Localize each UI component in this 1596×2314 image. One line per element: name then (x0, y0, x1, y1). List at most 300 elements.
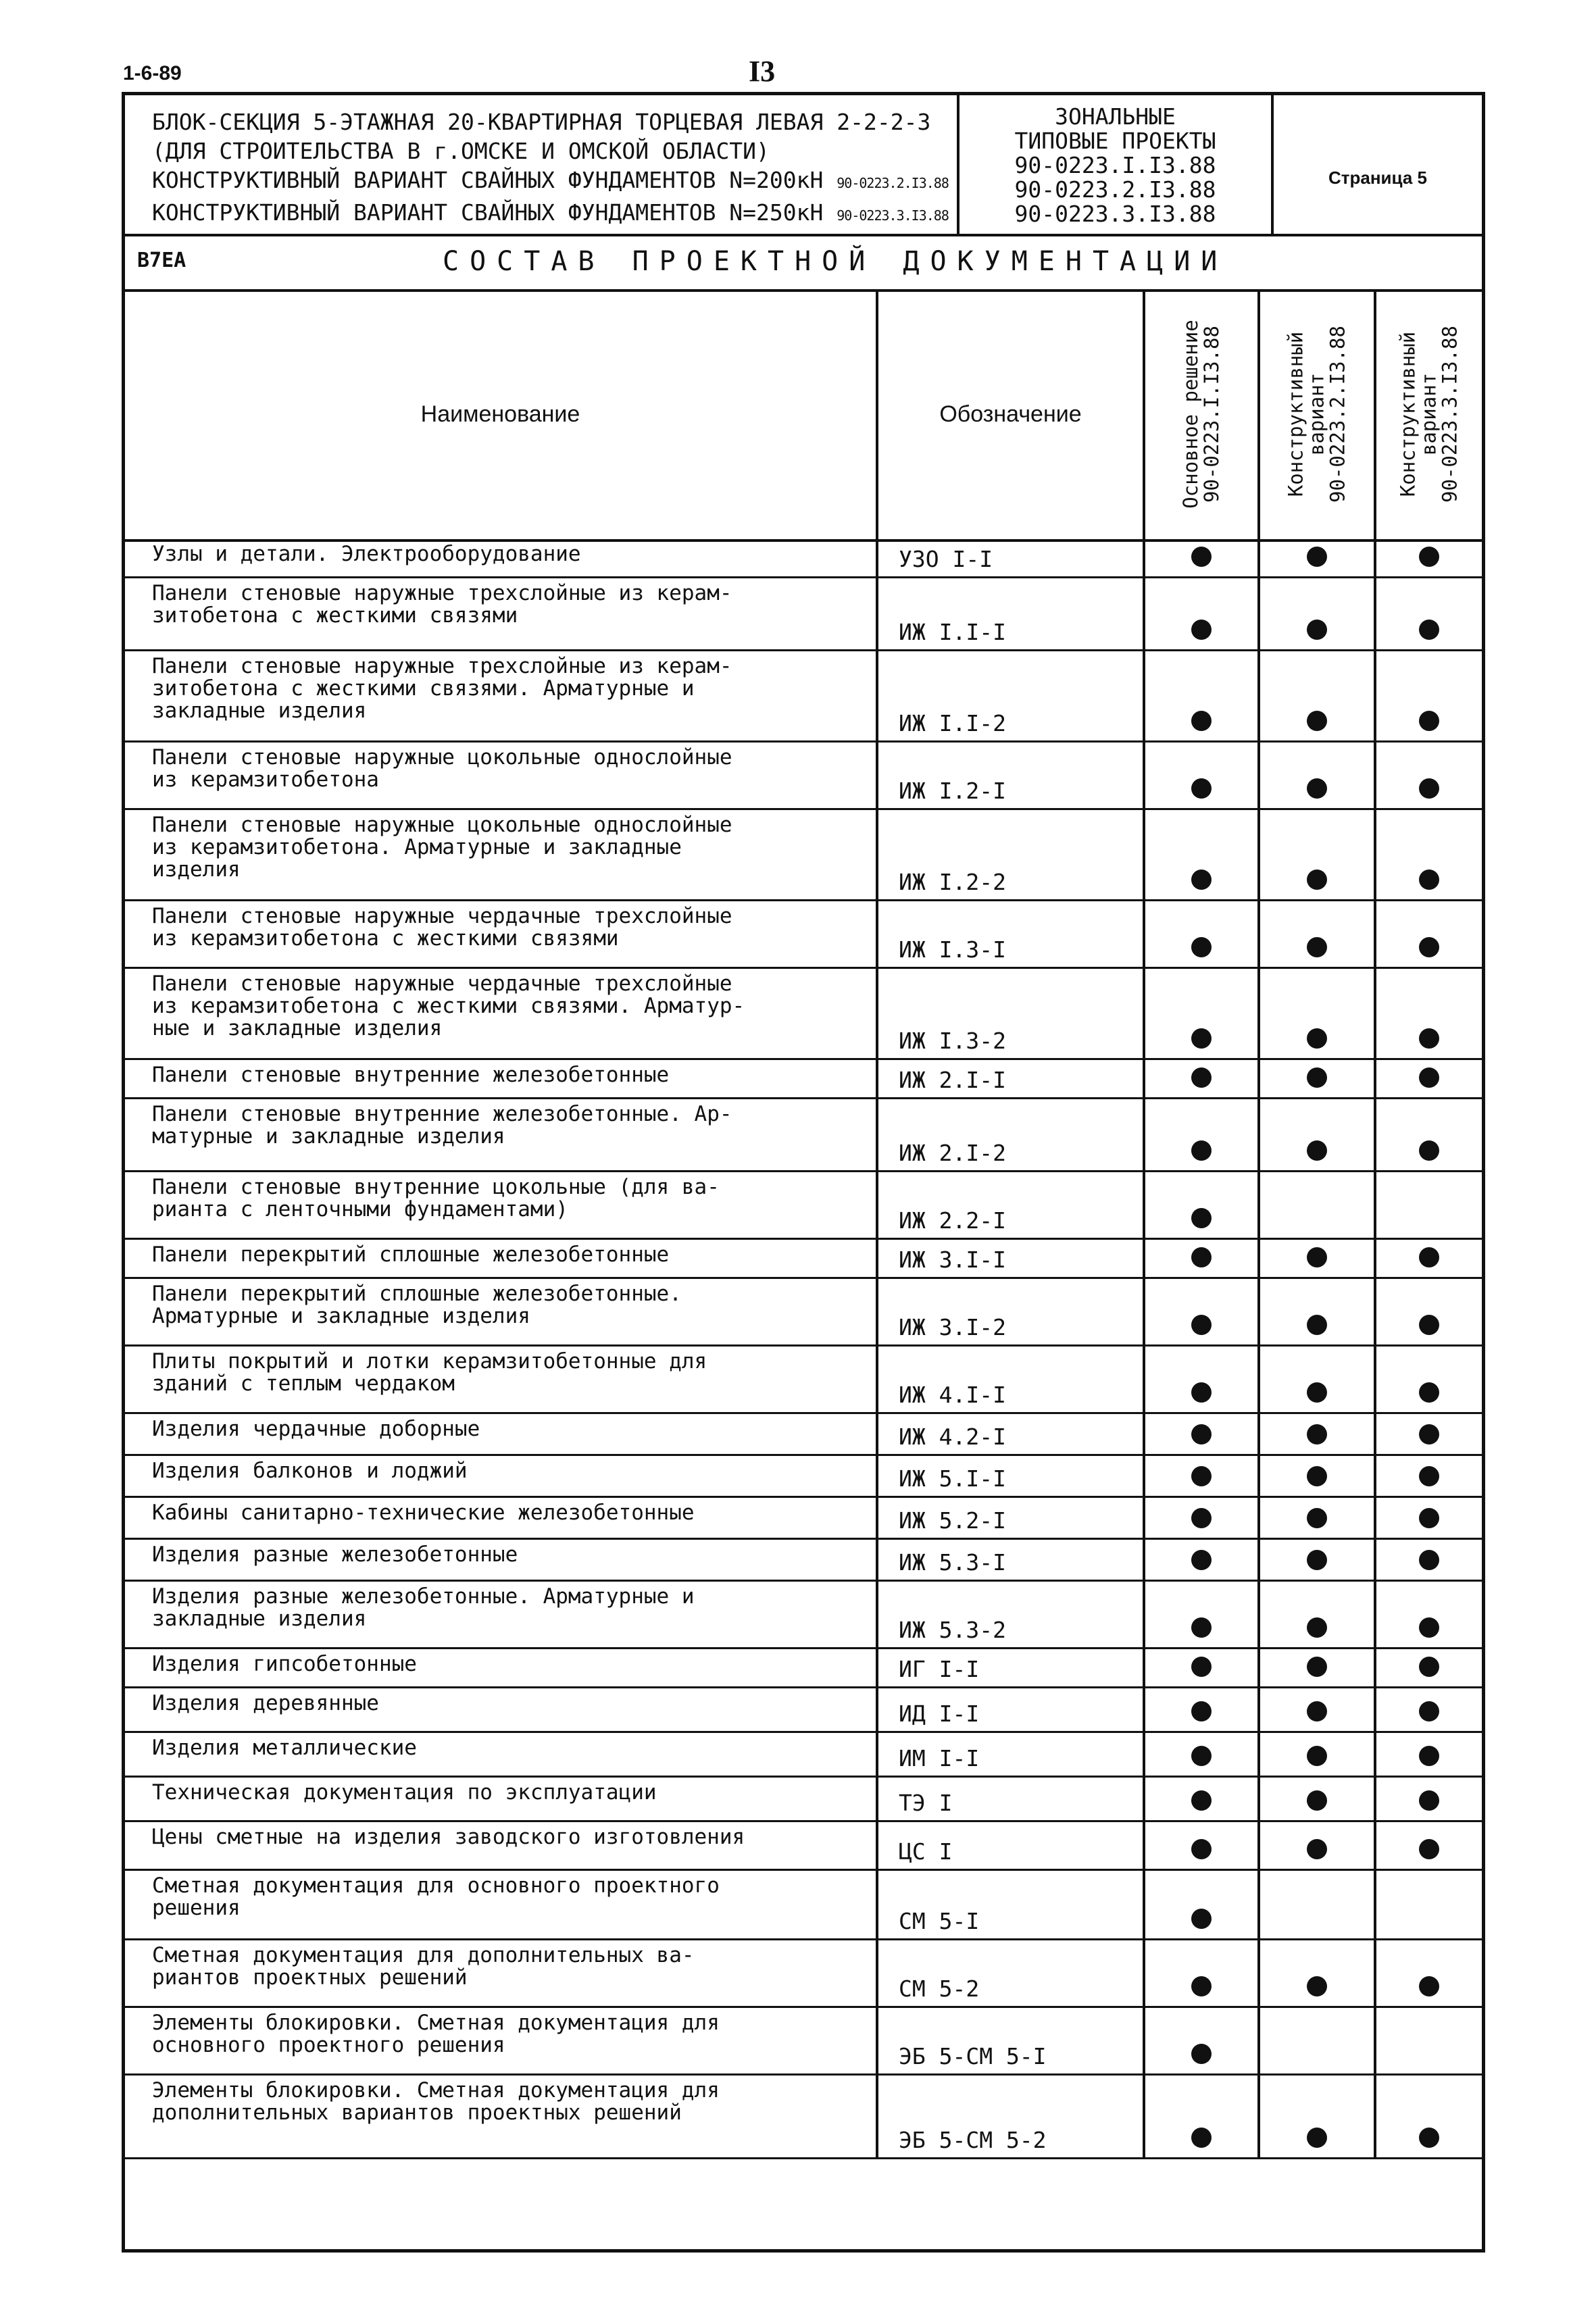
row-name-line: Панели стеновые наружные трехслойные из керам- (152, 654, 732, 678)
row-name (125, 810, 878, 899)
included-mark-icon (1307, 711, 1327, 731)
row-name-line: Узлы и детали. Электрооборудование (152, 542, 581, 566)
included-mark-icon (1419, 1839, 1439, 1859)
row-code: УЗО I-I (878, 539, 1145, 576)
page-number: I3 (749, 55, 776, 88)
row-code: ИЖ 5.3-I (878, 1540, 1145, 1580)
row-name (125, 1414, 878, 1454)
table-row (125, 539, 1482, 578)
variant-3-cell (1376, 2008, 1482, 2073)
row-name-line: дополнительных вариантов проектных решений (152, 2101, 682, 2125)
included-mark-icon (1307, 1617, 1327, 1638)
variant-3-cell (1376, 539, 1482, 576)
included-mark-icon (1191, 1028, 1212, 1049)
row-name-line: Панели стеновые наружные чердачные трехслойные (152, 972, 732, 996)
row-name-line: изделия (152, 857, 241, 882)
variant-3-cell (1376, 1822, 1482, 1869)
included-mark-icon (1191, 2044, 1212, 2064)
row-name-line: Арматурные и закладные изделия (152, 1304, 530, 1328)
variant-2-cell (1260, 651, 1376, 740)
table-row (125, 1778, 1482, 1822)
row-name (125, 1060, 878, 1097)
variant-1-cell (1145, 1240, 1260, 1277)
included-mark-icon (1419, 1424, 1439, 1444)
variant-1-cell (1145, 1347, 1260, 1412)
row-code: СМ 5-I (878, 1871, 1145, 1938)
variant-2-cell (1260, 1240, 1376, 1277)
row-name-line: Панели стеновые наружные чердачные трехслойные (152, 904, 732, 928)
variant-1-cell (1145, 2008, 1260, 2073)
included-mark-icon (1419, 870, 1439, 890)
included-mark-icon (1419, 778, 1439, 799)
variant-3-cell (1376, 901, 1482, 967)
included-mark-icon (1419, 620, 1439, 640)
table-row (125, 1822, 1482, 1871)
column-header-variant-1: Основное решение 90-0223.I.I3.88 (1145, 289, 1260, 539)
included-mark-icon (1419, 1746, 1439, 1766)
included-mark-icon (1307, 778, 1327, 799)
included-mark-icon (1191, 1617, 1212, 1638)
variant-3-cell (1376, 1099, 1482, 1170)
row-name (125, 578, 878, 649)
variant-2-cell (1260, 578, 1376, 649)
table-row (125, 1688, 1482, 1733)
row-code: ЦС I (878, 1822, 1145, 1869)
table-row (125, 1279, 1482, 1347)
included-mark-icon (1307, 1382, 1327, 1403)
table-row (125, 1240, 1482, 1279)
variant-3-cell (1376, 743, 1482, 808)
variant-1-cell (1145, 578, 1260, 649)
row-code: ИЖ 2.I-I (878, 1060, 1145, 1097)
included-mark-icon (1419, 711, 1439, 731)
included-mark-icon (1307, 1550, 1327, 1570)
included-mark-icon (1307, 2128, 1327, 2148)
header-mid-line-5: 90-0223.3.I3.88 (1014, 201, 1216, 227)
row-name (125, 1240, 878, 1277)
row-name-line: Панели перекрытий сплошные железобетонные. (152, 1282, 682, 1306)
row-name-line: Изделия разные железобетонные. Арматурные и (152, 1584, 695, 1609)
included-mark-icon (1307, 1424, 1327, 1444)
variant-2-cell (1260, 2008, 1376, 2073)
variant-2-cell (1260, 1871, 1376, 1938)
table-row (125, 651, 1482, 743)
header-line-1: БЛОК-СЕКЦИЯ 5-ЭТАЖНАЯ 20-КВАРТИРНАЯ ТОРЦЕВАЯ ЛЕВАЯ 2-2-2-3 (152, 109, 931, 135)
table-row (125, 1733, 1482, 1778)
row-name (125, 1498, 878, 1538)
row-name-line: зитобетона с жесткими связями (152, 603, 518, 628)
row-code: ИЖ I.3-2 (878, 969, 1145, 1058)
included-mark-icon (1191, 1140, 1212, 1161)
row-name-line: закладные изделия (152, 699, 367, 723)
variant-2-cell (1260, 1456, 1376, 1496)
variant-1-cell (1145, 1733, 1260, 1776)
included-mark-icon (1419, 2128, 1439, 2148)
header-project-description (125, 95, 959, 234)
variant-2-cell (1260, 901, 1376, 967)
variant-2-cell (1260, 2076, 1376, 2157)
variant-2-cell (1260, 1279, 1376, 1344)
table-row (125, 969, 1482, 1060)
variant-2-cell (1260, 1060, 1376, 1097)
row-code: ИЖ 2.2-I (878, 1172, 1145, 1238)
row-name-line: Изделия гипсобетонные (152, 1652, 417, 1676)
row-name-line: Кабины санитарно-технические железобетонные (152, 1501, 695, 1525)
row-name-line: Изделия металлические (152, 1736, 417, 1760)
included-mark-icon (1419, 1067, 1439, 1088)
variant-3-cell (1376, 1172, 1482, 1238)
row-code: ИЖ I.I-2 (878, 651, 1145, 740)
variant-2-cell (1260, 1582, 1376, 1647)
variant-3-cell (1376, 1498, 1482, 1538)
variant-1-cell (1145, 1456, 1260, 1496)
variant-2-cell (1260, 1778, 1376, 1820)
header-line-4: КОНСТРУКТИВНЫЙ ВАРИАНТ СВАЙНЫХ ФУНДАМЕНТОВ N=250кН 90-0223.3.I3.88 (152, 199, 949, 226)
table-row (125, 2008, 1482, 2076)
table-row (125, 1540, 1482, 1582)
row-name-line: Изделия чердачные доборные (152, 1417, 480, 1441)
variant-2-cell (1260, 1347, 1376, 1412)
included-mark-icon (1191, 1657, 1212, 1677)
row-name (125, 901, 878, 967)
included-mark-icon (1419, 1701, 1439, 1721)
variant-1-cell (1145, 539, 1260, 576)
included-mark-icon (1307, 547, 1327, 567)
row-name (125, 539, 878, 576)
header-mid-line-1: ЗОНАЛЬНЫЕ (1055, 103, 1176, 130)
included-mark-icon (1191, 1790, 1212, 1811)
variant-2-cell (1260, 1540, 1376, 1580)
row-name (125, 1099, 878, 1170)
variant-3-cell (1376, 651, 1482, 740)
row-name-line: Панели стеновые внутренние цокольные (для ва- (152, 1175, 720, 1199)
included-mark-icon (1419, 1790, 1439, 1811)
included-mark-icon (1307, 1839, 1327, 1859)
table-row (125, 1172, 1482, 1240)
variant-3-cell (1376, 1733, 1482, 1776)
table-row (125, 1498, 1482, 1540)
row-name-line: матурные и закладные изделия (152, 1124, 505, 1149)
included-mark-icon (1419, 1382, 1439, 1403)
variant-3-cell (1376, 2076, 1482, 2157)
row-name (125, 1733, 878, 1776)
included-mark-icon (1419, 1466, 1439, 1486)
row-name-line: Панели стеновые внутренние железобетонные (152, 1063, 670, 1087)
table-body (125, 539, 1482, 2159)
variant-2-cell (1260, 1172, 1376, 1238)
variant-3-cell (1376, 1688, 1482, 1731)
column-header-variant-3: Конструктивный вариант 90-0223.3.I3.88 (1396, 326, 1462, 503)
variant-3-cell (1376, 1940, 1482, 2006)
table-row (125, 1456, 1482, 1498)
variant-3-cell (1376, 1060, 1482, 1097)
table-row (125, 1414, 1482, 1456)
variant-1-cell (1145, 1940, 1260, 2006)
included-mark-icon (1419, 547, 1439, 567)
row-code: ИГ I-I (878, 1649, 1145, 1686)
row-code: ИЖ I.2-I (878, 743, 1145, 808)
included-mark-icon (1191, 870, 1212, 890)
table-row (125, 1940, 1482, 2008)
variant-1-cell (1145, 743, 1260, 808)
variant-3-cell (1376, 578, 1482, 649)
variant-2-cell (1260, 743, 1376, 808)
included-mark-icon (1191, 1382, 1212, 1403)
row-name (125, 1688, 878, 1731)
column-header-code: Обозначение (878, 289, 1145, 539)
row-code: ИЖ 5.I-I (878, 1456, 1145, 1496)
row-name-line: Изделия балконов и лоджий (152, 1459, 468, 1483)
included-mark-icon (1307, 1247, 1327, 1267)
row-name-line: Элементы блокировки. Сметная документация для (152, 2011, 720, 2035)
included-mark-icon (1307, 1701, 1327, 1721)
row-name-line: Панели стеновые внутренние железобетонные. Ар- (152, 1102, 732, 1126)
included-mark-icon (1419, 1550, 1439, 1570)
variant-2-cell (1260, 1940, 1376, 2006)
variant-1-cell (1145, 810, 1260, 899)
row-code: ИЖ I.I-I (878, 578, 1145, 649)
row-name (125, 1347, 878, 1412)
row-name (125, 1582, 878, 1647)
row-name (125, 1649, 878, 1686)
row-name-line: Изделия деревянные (152, 1691, 379, 1715)
row-name-line: ные и закладные изделия (152, 1016, 443, 1040)
row-name (125, 969, 878, 1058)
row-name-line: Техническая документация по эксплуатации (152, 1780, 657, 1805)
variant-2-cell (1260, 1099, 1376, 1170)
row-code: СМ 5-2 (878, 1940, 1145, 2006)
variant-1-cell (1145, 2076, 1260, 2157)
table-row (125, 1060, 1482, 1099)
row-name-line: основного проектного решения (152, 2033, 505, 2057)
header-mid-line-2: ТИПОВЫЕ ПРОЕКТЫ (1014, 128, 1216, 154)
variant-2-cell (1260, 1414, 1376, 1454)
row-name (125, 1456, 878, 1496)
included-mark-icon (1419, 937, 1439, 957)
variant-1-cell (1145, 1871, 1260, 1938)
row-code: ИЖ I.3-I (878, 901, 1145, 967)
row-code: ИЖ 4.I-I (878, 1347, 1145, 1412)
included-mark-icon (1191, 1839, 1212, 1859)
row-code: ИЖ 3.I-I (878, 1240, 1145, 1277)
table-row (125, 1347, 1482, 1414)
included-mark-icon (1419, 1617, 1439, 1638)
table-row (125, 2076, 1482, 2159)
variant-3-cell (1376, 1240, 1482, 1277)
variant-1-cell (1145, 1279, 1260, 1344)
row-code: ЭБ 5-СМ 5-2 (878, 2076, 1145, 2157)
row-name-line: рианта с ленточными фундаментами) (152, 1197, 568, 1222)
title-code: В7ЕА (137, 249, 186, 272)
included-mark-icon (1307, 937, 1327, 957)
variant-1-cell (1145, 1414, 1260, 1454)
variant-3-cell (1376, 1582, 1482, 1647)
table-row (125, 578, 1482, 651)
row-name (125, 2076, 878, 2157)
variant-2-cell (1260, 810, 1376, 899)
header-mid-line-3: 90-0223.I.I3.88 (1014, 152, 1216, 178)
row-name-line: из керамзитобетона с жесткими связями (152, 926, 619, 951)
row-name-line: Панели стеновые наружные трехслойные из керам- (152, 581, 732, 605)
variant-3-cell (1376, 1649, 1482, 1686)
variant-1-cell (1145, 651, 1260, 740)
variant-1-cell (1145, 1688, 1260, 1731)
row-name-line: Цены сметные на изделия заводского изготовления (152, 1825, 745, 1849)
included-mark-icon (1307, 1067, 1327, 1088)
variant-3-cell (1376, 1279, 1482, 1344)
document-frame (122, 92, 1485, 2253)
row-name-line: Плиты покрытий и лотки керамзитобетонные для (152, 1349, 707, 1374)
variant-1-cell (1145, 1540, 1260, 1580)
row-name (125, 1172, 878, 1238)
column-header-name: Наименование (125, 289, 878, 539)
row-name-line: закладные изделия (152, 1607, 367, 1631)
variant-3-cell (1376, 1414, 1482, 1454)
table-row (125, 1871, 1482, 1940)
variant-1-cell (1145, 1649, 1260, 1686)
variant-3-cell (1376, 1871, 1482, 1938)
variant-2-cell (1260, 1649, 1376, 1686)
variant-1-cell (1145, 1172, 1260, 1238)
row-name-line: Панели перекрытий сплошные железобетонные (152, 1242, 670, 1267)
included-mark-icon (1191, 1746, 1212, 1766)
included-mark-icon (1419, 1657, 1439, 1677)
row-code: ИМ I-I (878, 1733, 1145, 1776)
included-mark-icon (1191, 1247, 1212, 1267)
header-project-codes (959, 95, 1274, 234)
header-line-4-code: 90-0223.3.I3.88 (837, 207, 949, 224)
table-row (125, 901, 1482, 969)
row-name-line: Панели стеновые наружные цокольные однослойные (152, 745, 732, 770)
variant-2-cell (1260, 539, 1376, 576)
row-name-line: риантов проектных решений (152, 1965, 468, 1990)
included-mark-icon (1191, 547, 1212, 567)
row-name-line: Панели стеновые наружные цокольные однослойные (152, 813, 732, 837)
row-name-line: зданий с теплым чердаком (152, 1372, 455, 1396)
row-name-line: зитобетона с жесткими связями. Арматурные и (152, 676, 695, 701)
variant-2-cell (1260, 1733, 1376, 1776)
included-mark-icon (1307, 620, 1327, 640)
included-mark-icon (1191, 1208, 1212, 1228)
included-mark-icon (1191, 1909, 1212, 1929)
included-mark-icon (1191, 1550, 1212, 1570)
page-title: СОСТАВ ПРОЕКТНОЙ ДОКУМЕНТАЦИИ (443, 246, 1228, 277)
row-name (125, 1540, 878, 1580)
variant-1-cell (1145, 1582, 1260, 1647)
included-mark-icon (1191, 1067, 1212, 1088)
included-mark-icon (1191, 778, 1212, 799)
variant-3-cell (1376, 1347, 1482, 1412)
row-code: ИЖ 5.3-2 (878, 1582, 1145, 1647)
included-mark-icon (1191, 1315, 1212, 1335)
included-mark-icon (1307, 1976, 1327, 1996)
header-block (125, 95, 1482, 236)
row-code: ИЖ 2.I-2 (878, 1099, 1145, 1170)
included-mark-icon (1191, 1508, 1212, 1528)
row-name-line: Изделия разные железобетонные (152, 1542, 518, 1567)
row-code: ИЖ 5.2-I (878, 1498, 1145, 1538)
variant-3-cell (1376, 810, 1482, 899)
included-mark-icon (1307, 1508, 1327, 1528)
included-mark-icon (1307, 870, 1327, 890)
header-line-3-code: 90-0223.2.I3.88 (837, 175, 949, 191)
variant-1-cell (1145, 1099, 1260, 1170)
table-header (125, 289, 1482, 542)
row-code: ИЖ I.2-2 (878, 810, 1145, 899)
row-name (125, 1279, 878, 1344)
row-name-line: из керамзитобетона (152, 768, 379, 792)
row-name-line: решения (152, 1896, 241, 1920)
row-code: ИЖ 3.I-2 (878, 1279, 1145, 1344)
row-name (125, 1778, 878, 1820)
included-mark-icon (1191, 620, 1212, 640)
variant-2-cell (1260, 1822, 1376, 1869)
table-row (125, 1649, 1482, 1688)
row-code: ТЭ I (878, 1778, 1145, 1820)
row-name-line: Сметная документация для дополнительных ва- (152, 1943, 695, 1967)
table-row (125, 1099, 1482, 1172)
variant-2-cell (1260, 1688, 1376, 1731)
row-name (125, 1940, 878, 2006)
sheet-code: 1-6-89 (123, 62, 182, 84)
column-header-variant-2: Конструктивный вариант 90-0223.2.I3.88 (1260, 289, 1376, 539)
variant-1-cell (1145, 1498, 1260, 1538)
variant-3-cell (1376, 969, 1482, 1058)
header-line-3: КОНСТРУКТИВНЫЙ ВАРИАНТ СВАЙНЫХ ФУНДАМЕНТОВ N=200кН 90-0223.2.I3.88 (152, 167, 949, 193)
row-name-line: Сметная документация для основного проектного (152, 1873, 720, 1898)
table-row (125, 810, 1482, 901)
included-mark-icon (1419, 1140, 1439, 1161)
included-mark-icon (1419, 1976, 1439, 1996)
included-mark-icon (1191, 937, 1212, 957)
row-name (125, 651, 878, 740)
included-mark-icon (1419, 1247, 1439, 1267)
table-row (125, 743, 1482, 810)
variant-3-cell (1376, 1778, 1482, 1820)
included-mark-icon (1307, 1140, 1327, 1161)
included-mark-icon (1191, 1976, 1212, 1996)
included-mark-icon (1307, 1790, 1327, 1811)
included-mark-icon (1307, 1028, 1327, 1049)
included-mark-icon (1419, 1028, 1439, 1049)
variant-1-cell (1145, 969, 1260, 1058)
included-mark-icon (1191, 1466, 1212, 1486)
row-code: ИЖ 4.2-I (878, 1414, 1145, 1454)
included-mark-icon (1419, 1315, 1439, 1335)
title-row (125, 234, 1482, 292)
included-mark-icon (1307, 1746, 1327, 1766)
row-name-line: Элементы блокировки. Сметная документация для (152, 2078, 720, 2103)
variant-1-cell (1145, 1778, 1260, 1820)
variant-2-cell (1260, 969, 1376, 1058)
included-mark-icon (1307, 1466, 1327, 1486)
included-mark-icon (1191, 2128, 1212, 2148)
variant-2-cell (1260, 1498, 1376, 1538)
variant-3-cell (1376, 1456, 1482, 1496)
variant-1-cell (1145, 901, 1260, 967)
row-name (125, 743, 878, 808)
row-name-line: из керамзитобетона с жесткими связями. Арматур- (152, 994, 745, 1018)
row-name (125, 1871, 878, 1938)
row-name (125, 1822, 878, 1869)
row-code: ЭБ 5-СМ 5-I (878, 2008, 1145, 2073)
header-mid-line-4: 90-0223.2.I3.88 (1014, 176, 1216, 203)
included-mark-icon (1191, 1424, 1212, 1444)
included-mark-icon (1419, 1508, 1439, 1528)
row-code: ИД I-I (878, 1688, 1145, 1731)
row-name (125, 2008, 878, 2073)
variant-1-cell (1145, 1060, 1260, 1097)
